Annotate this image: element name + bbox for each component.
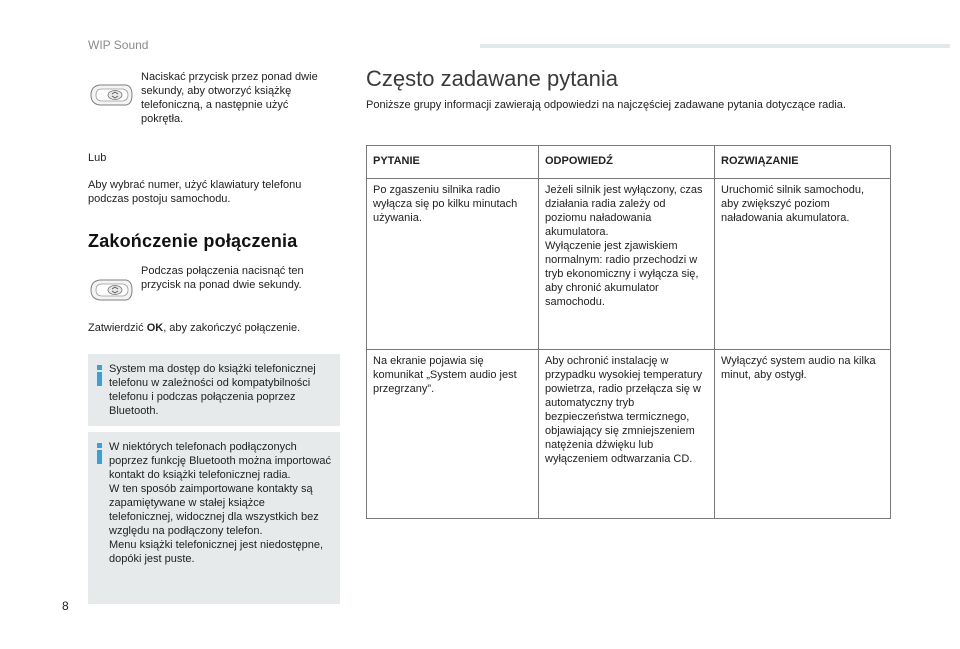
table-row bbox=[367, 179, 891, 350]
open-phonebook-instruction: Naciskać przycisk przez ponad dwie sekundy, aby otworzyć książkę telefoniczną, a następnie użyć pokrętła. bbox=[141, 71, 318, 125]
column-header-answer: ODPOWIEDŹ bbox=[539, 146, 715, 179]
info-box-import-contacts bbox=[88, 432, 340, 604]
faq-table bbox=[366, 145, 891, 519]
question-cell: Po zgaszeniu silnika radio wyłącza się po kilku minutach używania. bbox=[367, 179, 539, 350]
ok-key-label: OK bbox=[146, 322, 164, 334]
question-cell: Na ekranie pojawia się komunikat „System audio jest przegrzany”. bbox=[367, 350, 539, 519]
column-header-question: PYTANIE bbox=[367, 146, 539, 179]
confirm-suffix: , aby zakończyć połączenie. bbox=[163, 322, 301, 334]
solution-cell: Uruchomić silnik samochodu, aby zwiększyć poziom naładowania akumulatora. bbox=[715, 179, 891, 350]
header-divider-bar bbox=[480, 44, 950, 48]
info-text: W niektórych telefonach podłączonych poprzez funkcję Bluetooth można importować kontakt do książki telefonicznej radia. W ten sposób zaimportowane kontakty są zapamiętywane w stałej książce telefonicznej, widocznej dla wszystkich bez względu na podłączony telefon. Menu książki telefonicznej jest niedostępne, dopóki jest puste. bbox=[109, 441, 331, 565]
faq-title: Często zadawane pytania bbox=[366, 66, 618, 91]
answer-cell: Aby ochronić instalację w przypadku wysokiej temperatury powietrza, radio przełącza się w automatyczny tryb bezpieczeństwa termicznego, objawiający się zmniejszeniem natężenia dźwięku lub wyłączeniem odtwarzania CD. bbox=[539, 350, 715, 519]
faq-intro: Poniższe grupy informacji zawierają odpowiedzi na najczęściej zadawane pytania dotyczące radia. bbox=[366, 99, 846, 111]
end-call-heading: Zakończenie połączenia bbox=[88, 231, 298, 251]
table-header-row bbox=[367, 146, 891, 179]
answer-cell: Jeżeli silnik jest wyłączony, czas działania radia zależy od poziomu naładowania akumulatora. Wyłączenie jest zjawiskiem normalnym: radio przechodzi w tryb ekonomiczny i wyłącza się, aby chronić akumulator samochodu. bbox=[539, 179, 715, 350]
steering-wheel-button-icon bbox=[88, 276, 134, 304]
steering-wheel-button-icon bbox=[88, 81, 134, 109]
info-box-phonebook-access bbox=[88, 354, 340, 426]
info-icon bbox=[96, 443, 103, 464]
table-row bbox=[367, 350, 891, 519]
info-text: System ma dostęp do książki telefonicznej telefonu w zależności od kompatybilności telefonu i podczas połączenia poprzez Bluetooth. bbox=[109, 363, 316, 417]
column-header-solution: ROZWIĄZANIE bbox=[715, 146, 891, 179]
info-icon bbox=[96, 365, 103, 386]
dial-number-instruction: Aby wybrać numer, użyć klawiatury telefonu podczas postoju samochodu. bbox=[88, 179, 302, 205]
confirm-end-call-text bbox=[88, 321, 338, 335]
solution-cell: Wyłączyć system audio na kilka minut, aby ostygł. bbox=[715, 350, 891, 519]
end-call-instruction: Podczas połączenia nacisnąć ten przycisk na ponad dwie sekundy. bbox=[141, 265, 304, 291]
confirm-prefix: Zatwierdzić bbox=[88, 322, 147, 334]
header-section-label: WIP Sound bbox=[88, 38, 149, 52]
or-label: Lub bbox=[88, 152, 107, 164]
page-number: 8 bbox=[62, 599, 69, 613]
